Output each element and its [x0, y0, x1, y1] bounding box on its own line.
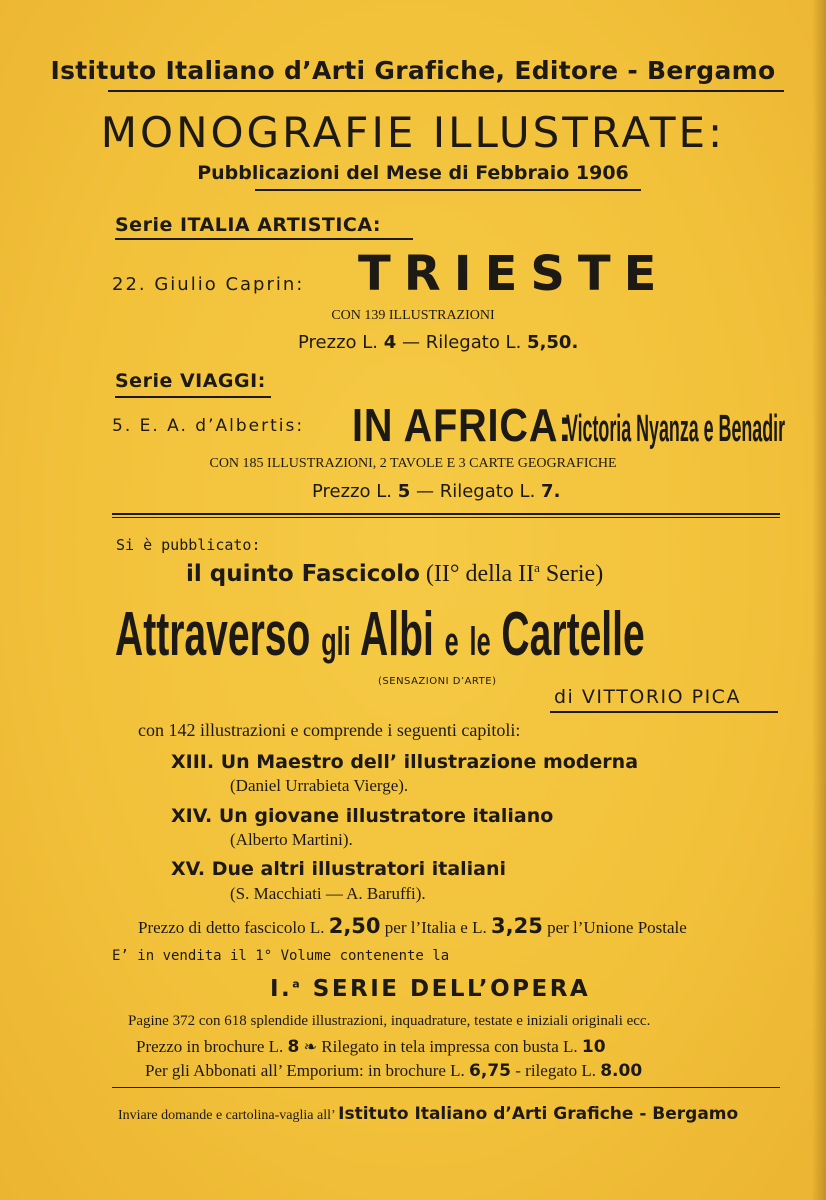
fascicolo-price-italy-label: per l’Italia e L.	[384, 918, 487, 937]
volume-line-2	[136, 1037, 606, 1057]
series-viaggi-heading: Serie VIAGGI:	[115, 370, 266, 392]
footer-text: Inviare domande e cartolina-vaglia all’	[118, 1108, 335, 1123]
trieste-bound-value: 5,50.	[527, 332, 579, 353]
chapters-intro: con 142 illustrazioni e comprende i seguenti capitoli:	[138, 720, 521, 740]
trieste-author: 22. Giulio Caprin:	[112, 274, 305, 295]
volume-bound-price: 10	[581, 1037, 606, 1057]
albi-title-word-4: e	[444, 620, 459, 664]
chapter-13-num: XIII.	[171, 751, 215, 773]
volume-intro: E’ in vendita il 1° Volume contenente la	[112, 948, 450, 964]
africa-price	[312, 481, 560, 502]
fascicolo-price-label: Prezzo di detto fascicolo L.	[138, 918, 325, 937]
volume-line-1: Pagine 372 con 618 splendide illustrazioni, inquadrature, testate e iniziali originali ecc.	[128, 1013, 651, 1029]
chapter-14-note: (Alberto Martini).	[230, 830, 353, 849]
volume-title-sup: a	[292, 977, 303, 991]
subscriber-bound-price: 8.00	[600, 1061, 643, 1081]
fascicolo-label-sup: a	[534, 560, 540, 575]
main-title: MONOGRAFIE ILLUSTRATE:	[100, 108, 726, 157]
chapter-14-num: XIV.	[171, 805, 213, 827]
subscriber-brochure-label: Per gli Abbonati all’ Emporium: in brochure L.	[145, 1061, 465, 1080]
fascicolo-price-postal: 3,25	[491, 914, 543, 938]
fascicolo-price-postal-label: per l’Unione Postale	[547, 918, 687, 937]
africa-title-sub: Victoria Nyanza e Benadir	[566, 408, 786, 450]
sensazioni-label: (SENSAZIONI D’ARTE)	[378, 676, 497, 687]
chapter-13-title	[171, 751, 638, 773]
subscriber-bound-label: - rilegato L.	[515, 1061, 596, 1080]
volume-title-text: SERIE DELL’OPERA	[312, 976, 591, 1002]
chapter-14-title	[171, 805, 553, 827]
albi-title-word-1: Attraverso	[115, 600, 311, 669]
trieste-price-value: 4	[383, 332, 397, 353]
chapter-15-title	[171, 858, 506, 880]
chapter-13-name: Un Maestro dell’ illustrazione moderna	[220, 751, 639, 773]
albi-title-word-6: Cartelle	[501, 600, 645, 669]
chapter-13-note: (Daniel Urrabieta Vierge).	[230, 776, 409, 795]
africa-title: IN AFRICA:	[352, 399, 573, 451]
volume-brochure-price: 8	[287, 1037, 300, 1057]
trieste-price-label: Prezzo L.	[298, 332, 378, 353]
trieste-price	[298, 332, 578, 353]
trieste-title: TRIESTE	[358, 246, 670, 302]
albi-title-word-3: Albi	[360, 600, 434, 669]
series-viaggi-rule	[115, 396, 271, 398]
volume-brochure-label: Prezzo in brochure L.	[136, 1037, 284, 1056]
africa-author: 5. E. A. d’Albertis:	[112, 416, 305, 436]
subtitle: Pubblicazioni del Mese di Febbraio 1906	[197, 162, 629, 184]
volume-title	[270, 976, 590, 1002]
subscriber-brochure-price: 6,75	[469, 1061, 511, 1081]
fascicolo-price	[138, 914, 687, 938]
chapter-15-num: XV.	[171, 858, 206, 880]
africa-price-label: Prezzo L.	[312, 481, 392, 502]
author-pica: di VITTORIO PICA	[554, 686, 741, 708]
section-divider-top	[112, 513, 780, 515]
africa-illustrations: CON 185 ILLUSTRAZIONI, 2 TAVOLE E 3 CARTE GEOGRAFICHE	[209, 456, 617, 471]
footer-publisher: Istituto Italiano d’Arti Grafiche - Bergamo	[338, 1104, 739, 1124]
footer-rule	[112, 1087, 780, 1088]
africa-price-value: 5	[397, 481, 411, 502]
africa-bound-value: 7.	[541, 481, 561, 502]
ornament-icon: ❧	[303, 1039, 318, 1056]
footer-line	[118, 1104, 738, 1124]
fascicolo-price-italy: 2,50	[328, 914, 381, 938]
series-italia-heading: Serie ITALIA ARTISTICA:	[115, 214, 382, 236]
trieste-bound-label: — Rilegato L.	[402, 332, 522, 353]
header-rule	[108, 90, 784, 92]
fascicolo-label-end: Serie)	[545, 561, 604, 587]
fascicolo-label-rest: (II° della II	[425, 561, 535, 587]
fascicolo-intro: Si è pubblicato:	[116, 536, 261, 554]
trieste-illustrations: CON 139 ILLUSTRAZIONI	[331, 308, 495, 323]
volume-line-3	[145, 1061, 642, 1081]
albi-title	[115, 600, 645, 669]
author-rule	[550, 711, 778, 713]
albi-title-word-5: le	[469, 620, 491, 664]
publisher-line: Istituto Italiano d’Arti Grafiche, Editore - Bergamo	[50, 56, 776, 85]
chapter-14-name: Un giovane illustratore italiano	[218, 805, 554, 827]
chapter-15-note: (S. Macchiati — A. Baruffi).	[230, 884, 426, 903]
subtitle-rule	[255, 189, 641, 191]
volume-bound-label: Rilegato in tela impressa con busta L.	[321, 1037, 578, 1056]
series-italia-rule	[115, 238, 413, 240]
albi-title-word-2: gli	[321, 620, 351, 664]
africa-bound-label: — Rilegato L.	[416, 481, 536, 502]
fascicolo-label-bold: il quinto Fascicolo	[186, 561, 420, 587]
section-divider-bottom	[112, 517, 780, 518]
volume-title-num: I.	[270, 976, 293, 1002]
chapter-15-name: Due altri illustratori italiani	[211, 858, 507, 880]
fascicolo-label	[186, 560, 603, 588]
